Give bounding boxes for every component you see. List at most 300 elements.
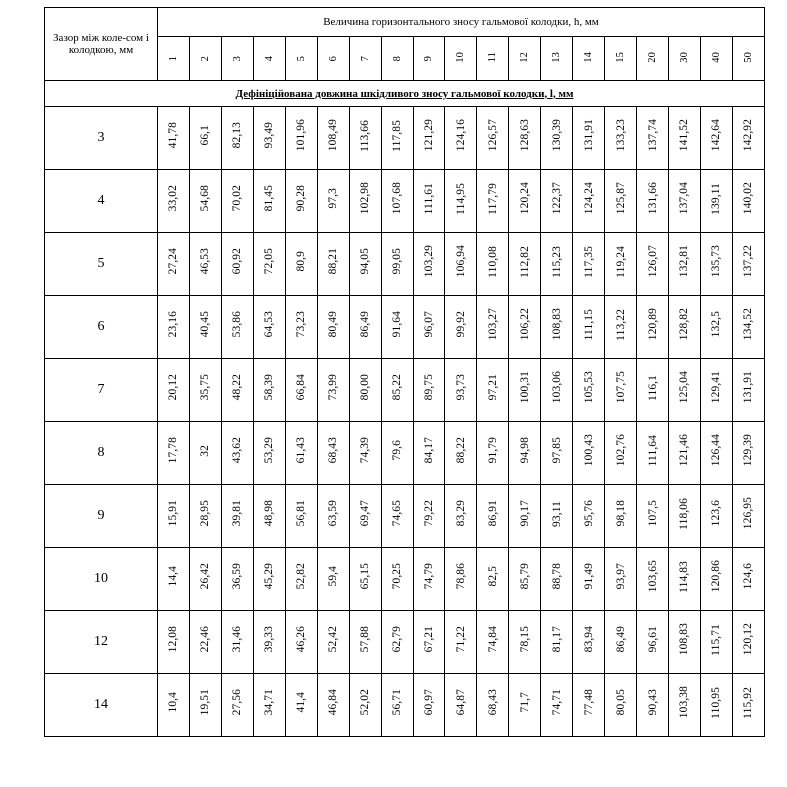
length-value: 46,84 [327, 689, 340, 716]
table-cell [669, 296, 701, 359]
length-value: 118,06 [678, 497, 691, 530]
wear-value-label: 6 [327, 56, 339, 62]
wear-value-label: 12 [519, 51, 531, 63]
length-value: 112,82 [518, 245, 531, 278]
table-cell [285, 359, 317, 422]
table-cell [700, 485, 732, 548]
length-value: 110,08 [486, 245, 499, 278]
length-value: 125,87 [614, 182, 627, 215]
length-value: 81,17 [550, 626, 563, 653]
table-cell [669, 548, 701, 611]
table-cell [573, 233, 605, 296]
length-value: 39,81 [231, 500, 244, 527]
wear-value-label: 1 [167, 56, 179, 62]
table-cell [253, 359, 285, 422]
table-cell [477, 422, 509, 485]
length-value: 111,61 [422, 182, 435, 215]
length-value: 131,91 [582, 119, 595, 152]
length-value: 126,07 [646, 245, 659, 278]
length-value: 131,66 [646, 182, 659, 215]
wear-value-header [221, 37, 253, 81]
length-value: 48,22 [231, 374, 244, 401]
length-value: 141,52 [678, 119, 691, 152]
table-cell [509, 296, 541, 359]
table-cell [158, 548, 190, 611]
table-cell [285, 170, 317, 233]
table-cell [541, 674, 573, 737]
table-cell [700, 548, 732, 611]
table-cell [700, 422, 732, 485]
table-cell [285, 485, 317, 548]
length-value: 137,04 [678, 182, 691, 215]
table-cell [158, 296, 190, 359]
length-value: 96,61 [646, 626, 659, 653]
gap-value: 4 [45, 170, 158, 233]
wear-value-label: 13 [551, 51, 563, 63]
gap-value: 5 [45, 233, 158, 296]
table-cell [700, 296, 732, 359]
length-value: 71,22 [454, 626, 467, 653]
table-cell [381, 674, 413, 737]
table-cell [349, 548, 381, 611]
table-cell [189, 548, 221, 611]
table-cell [700, 233, 732, 296]
length-value: 34,71 [263, 689, 276, 716]
table-cell [189, 233, 221, 296]
wear-value-label: 50 [742, 51, 754, 63]
gap-value: 12 [45, 611, 158, 674]
table-cell [413, 359, 445, 422]
table-cell [413, 611, 445, 674]
wear-value-label: 9 [423, 56, 435, 62]
length-value: 26,42 [199, 563, 212, 590]
table-cell [158, 107, 190, 170]
length-value: 120,86 [710, 560, 723, 593]
length-value: 86,49 [359, 311, 372, 338]
length-value: 134,52 [742, 308, 755, 341]
table-cell [700, 674, 732, 737]
table-cell [317, 359, 349, 422]
wear-value-label: 11 [487, 51, 499, 63]
table-cell [317, 611, 349, 674]
wear-value-header [317, 37, 349, 81]
length-value: 52,42 [327, 626, 340, 653]
length-value: 65,15 [359, 563, 372, 590]
length-value: 71,7 [518, 692, 531, 713]
defined-length-header [45, 81, 765, 107]
table-cell [477, 233, 509, 296]
table-cell [509, 674, 541, 737]
length-value: 66,1 [199, 125, 212, 146]
length-value: 129,41 [710, 371, 723, 404]
length-value: 35,75 [199, 374, 212, 401]
table-row [45, 233, 765, 296]
length-value: 84,17 [422, 437, 435, 464]
length-value: 111,64 [646, 434, 659, 467]
table-cell [669, 485, 701, 548]
length-value: 72,05 [263, 248, 276, 275]
table-cell [285, 233, 317, 296]
table-cell [509, 548, 541, 611]
table-cell [158, 611, 190, 674]
length-value: 53,86 [231, 311, 244, 338]
table-cell [349, 233, 381, 296]
table-cell [253, 107, 285, 170]
length-value: 41,78 [167, 122, 180, 149]
wear-value-header [700, 37, 732, 81]
wear-value-header [253, 37, 285, 81]
wear-value-header [637, 37, 669, 81]
table-cell [477, 611, 509, 674]
table-cell [221, 422, 253, 485]
length-value: 115,71 [710, 623, 723, 656]
table-cell [253, 674, 285, 737]
table-cell [477, 296, 509, 359]
length-value: 132,5 [710, 311, 723, 338]
table-cell [541, 485, 573, 548]
brake-wear-table [44, 7, 765, 737]
length-value: 114,95 [454, 182, 467, 215]
length-value: 114,83 [678, 560, 691, 593]
table-cell [253, 422, 285, 485]
horizontal-wear-header: Величина горизонтального зносу гальмової колодки, h, мм [158, 8, 765, 37]
length-value: 66,84 [295, 374, 308, 401]
table-cell [573, 674, 605, 737]
length-value: 64,87 [454, 689, 467, 716]
length-value: 102,76 [614, 434, 627, 467]
wear-value-label: 30 [678, 51, 690, 63]
table-cell [732, 233, 764, 296]
length-value: 74,65 [391, 500, 404, 527]
wear-value-header [509, 37, 541, 81]
length-value: 82,5 [486, 566, 499, 587]
gap-value: 10 [45, 548, 158, 611]
gap-value: 7 [45, 359, 158, 422]
length-value: 88,21 [327, 248, 340, 275]
table-cell [189, 422, 221, 485]
length-value: 124,16 [454, 119, 467, 152]
length-value: 91,64 [391, 311, 404, 338]
length-value: 10,4 [167, 692, 180, 713]
length-value: 108,83 [678, 623, 691, 656]
defined-length-title: Дефініційована довжина шкідливого зносу гальмової колодки, l, мм [235, 87, 574, 100]
length-value: 83,29 [454, 500, 467, 527]
table-cell [605, 359, 637, 422]
table-cell [669, 611, 701, 674]
length-value: 140,02 [742, 182, 755, 215]
table-cell [637, 485, 669, 548]
table-cell [605, 296, 637, 359]
length-value: 53,29 [263, 437, 276, 464]
length-value: 102,98 [359, 182, 372, 215]
length-value: 88,78 [550, 563, 563, 590]
table-cell [732, 296, 764, 359]
length-value: 74,71 [550, 689, 563, 716]
table-cell [253, 170, 285, 233]
table-cell [637, 548, 669, 611]
length-value: 94,05 [359, 248, 372, 275]
length-value: 103,06 [550, 371, 563, 404]
table-cell [541, 359, 573, 422]
table-cell [669, 170, 701, 233]
table-cell [605, 107, 637, 170]
length-value: 142,64 [710, 119, 723, 152]
length-value: 56,81 [295, 500, 308, 527]
length-value: 126,57 [486, 119, 499, 152]
length-value: 124,6 [742, 563, 755, 590]
table-cell [221, 359, 253, 422]
length-value: 132,81 [678, 245, 691, 278]
table-cell [573, 422, 605, 485]
length-value: 108,83 [550, 308, 563, 341]
length-value: 27,56 [231, 689, 244, 716]
table-cell [285, 296, 317, 359]
table-cell [349, 170, 381, 233]
table-cell [253, 548, 285, 611]
wear-value-header [349, 37, 381, 81]
table-cell [413, 233, 445, 296]
table-cell [605, 233, 637, 296]
length-value: 120,12 [742, 623, 755, 656]
table-row [45, 485, 765, 548]
length-value: 31,46 [231, 626, 244, 653]
table-cell [349, 107, 381, 170]
table-cell [732, 548, 764, 611]
length-value: 115,92 [742, 686, 755, 719]
table-cell [605, 548, 637, 611]
wear-value-header [445, 37, 477, 81]
table-cell [158, 485, 190, 548]
table-cell [637, 674, 669, 737]
length-value: 70,25 [391, 563, 404, 590]
table-cell [541, 422, 573, 485]
length-value: 52,82 [295, 563, 308, 590]
length-value: 14,4 [167, 566, 180, 587]
table-cell [317, 170, 349, 233]
table-cell [573, 296, 605, 359]
length-value: 96,07 [422, 311, 435, 338]
table-cell [605, 611, 637, 674]
table-cell [509, 170, 541, 233]
wear-value-header [285, 37, 317, 81]
table-cell [285, 107, 317, 170]
length-value: 95,76 [582, 500, 595, 527]
length-value: 103,29 [422, 245, 435, 278]
table-cell [445, 548, 477, 611]
length-value: 77,48 [582, 689, 595, 716]
table-cell [509, 485, 541, 548]
length-value: 69,47 [359, 500, 372, 527]
table-cell [573, 359, 605, 422]
wear-value-label: 7 [359, 56, 371, 62]
length-value: 94,98 [518, 437, 531, 464]
table-row [45, 107, 765, 170]
length-value: 85,79 [518, 563, 531, 590]
length-value: 68,43 [327, 437, 340, 464]
table-cell [189, 296, 221, 359]
wear-value-label: 40 [710, 51, 722, 63]
table-cell [445, 233, 477, 296]
table-cell [541, 170, 573, 233]
table-cell [413, 107, 445, 170]
table-cell [477, 674, 509, 737]
length-value: 70,02 [231, 185, 244, 212]
table-cell [605, 674, 637, 737]
length-value: 58,39 [263, 374, 276, 401]
length-value: 78,15 [518, 626, 531, 653]
length-value: 113,22 [614, 308, 627, 341]
wear-value-header [381, 37, 413, 81]
table-cell [445, 485, 477, 548]
table-cell [700, 107, 732, 170]
table-cell [509, 107, 541, 170]
length-value: 121,29 [422, 119, 435, 152]
gap-value: 14 [45, 674, 158, 737]
wear-value-label: 10 [455, 51, 467, 63]
length-value: 79,6 [391, 440, 404, 461]
length-value: 64,53 [263, 311, 276, 338]
wear-value-header [413, 37, 445, 81]
length-value: 93,11 [550, 500, 563, 527]
length-value: 40,45 [199, 311, 212, 338]
table-cell [573, 485, 605, 548]
table-cell [669, 107, 701, 170]
table-cell [221, 170, 253, 233]
table-cell [158, 233, 190, 296]
length-value: 120,89 [646, 308, 659, 341]
length-value: 128,82 [678, 308, 691, 341]
length-value: 107,5 [646, 500, 659, 527]
table-cell [669, 422, 701, 485]
table-cell [253, 485, 285, 548]
length-value: 103,27 [486, 308, 499, 341]
table-cell [381, 611, 413, 674]
table-cell [221, 485, 253, 548]
table-cell [573, 548, 605, 611]
table-cell [413, 485, 445, 548]
table-cell [637, 296, 669, 359]
table-cell [445, 296, 477, 359]
length-value: 80,9 [295, 251, 308, 272]
table-cell [253, 611, 285, 674]
table-cell [573, 611, 605, 674]
table-cell [700, 611, 732, 674]
length-value: 33,02 [167, 185, 180, 212]
table-cell [477, 359, 509, 422]
table-cell [541, 548, 573, 611]
table-cell [605, 170, 637, 233]
wear-value-label: 3 [231, 56, 243, 62]
table-cell [317, 548, 349, 611]
length-value: 60,97 [422, 689, 435, 716]
length-value: 98,18 [614, 500, 627, 527]
length-value: 93,49 [263, 122, 276, 149]
length-value: 78,86 [454, 563, 467, 590]
length-value: 126,95 [742, 497, 755, 530]
table-cell [317, 296, 349, 359]
length-value: 142,92 [742, 119, 755, 152]
wear-value-header [669, 37, 701, 81]
length-value: 117,85 [391, 119, 404, 152]
table-cell [732, 422, 764, 485]
length-value: 99,92 [454, 311, 467, 338]
length-value: 27,24 [167, 248, 180, 275]
table-cell [189, 170, 221, 233]
table-cell [605, 422, 637, 485]
length-value: 103,65 [646, 560, 659, 593]
length-value: 86,49 [614, 626, 627, 653]
table-cell [285, 422, 317, 485]
length-value: 121,46 [678, 434, 691, 467]
table-cell [445, 611, 477, 674]
length-value: 80,05 [614, 689, 627, 716]
length-value: 122,37 [550, 182, 563, 215]
length-value: 90,43 [646, 689, 659, 716]
table-cell [477, 548, 509, 611]
length-value: 68,43 [486, 689, 499, 716]
table-cell [189, 485, 221, 548]
length-value: 123,6 [710, 500, 723, 527]
table-cell [158, 422, 190, 485]
wear-value-header [732, 37, 764, 81]
subheader-row [45, 81, 765, 107]
length-value: 111,15 [582, 308, 595, 341]
table-row [45, 548, 765, 611]
length-value: 61,43 [295, 437, 308, 464]
wear-value-header [158, 37, 190, 81]
length-value: 46,26 [295, 626, 308, 653]
table-cell [509, 422, 541, 485]
length-value: 91,49 [582, 563, 595, 590]
length-value: 15,91 [167, 500, 180, 527]
length-value: 45,29 [263, 563, 276, 590]
table-row [45, 674, 765, 737]
length-value: 90,28 [295, 185, 308, 212]
length-value: 82,13 [231, 122, 244, 149]
table-cell [285, 548, 317, 611]
length-value: 46,53 [199, 248, 212, 275]
length-value: 81,45 [263, 185, 276, 212]
table-cell [158, 170, 190, 233]
table-cell [189, 674, 221, 737]
wear-value-header [605, 37, 637, 81]
length-value: 107,68 [391, 182, 404, 215]
length-value: 52,02 [359, 689, 372, 716]
length-value: 22,46 [199, 626, 212, 653]
table-cell [285, 674, 317, 737]
table-cell [669, 359, 701, 422]
length-value: 32 [199, 445, 212, 457]
table-cell [349, 359, 381, 422]
table-cell [541, 611, 573, 674]
table-cell [413, 548, 445, 611]
table-cell [445, 359, 477, 422]
length-value: 73,99 [327, 374, 340, 401]
table-cell [477, 485, 509, 548]
wear-value-header [189, 37, 221, 81]
length-value: 67,21 [422, 626, 435, 653]
length-value: 83,94 [582, 626, 595, 653]
length-value: 117,35 [582, 245, 595, 278]
table-cell [637, 107, 669, 170]
table-cell [732, 611, 764, 674]
length-value: 126,44 [710, 434, 723, 467]
length-value: 119,24 [614, 245, 627, 278]
length-value: 19,51 [199, 689, 212, 716]
table-cell [700, 170, 732, 233]
wear-value-header [573, 37, 605, 81]
length-value: 129,39 [742, 434, 755, 467]
